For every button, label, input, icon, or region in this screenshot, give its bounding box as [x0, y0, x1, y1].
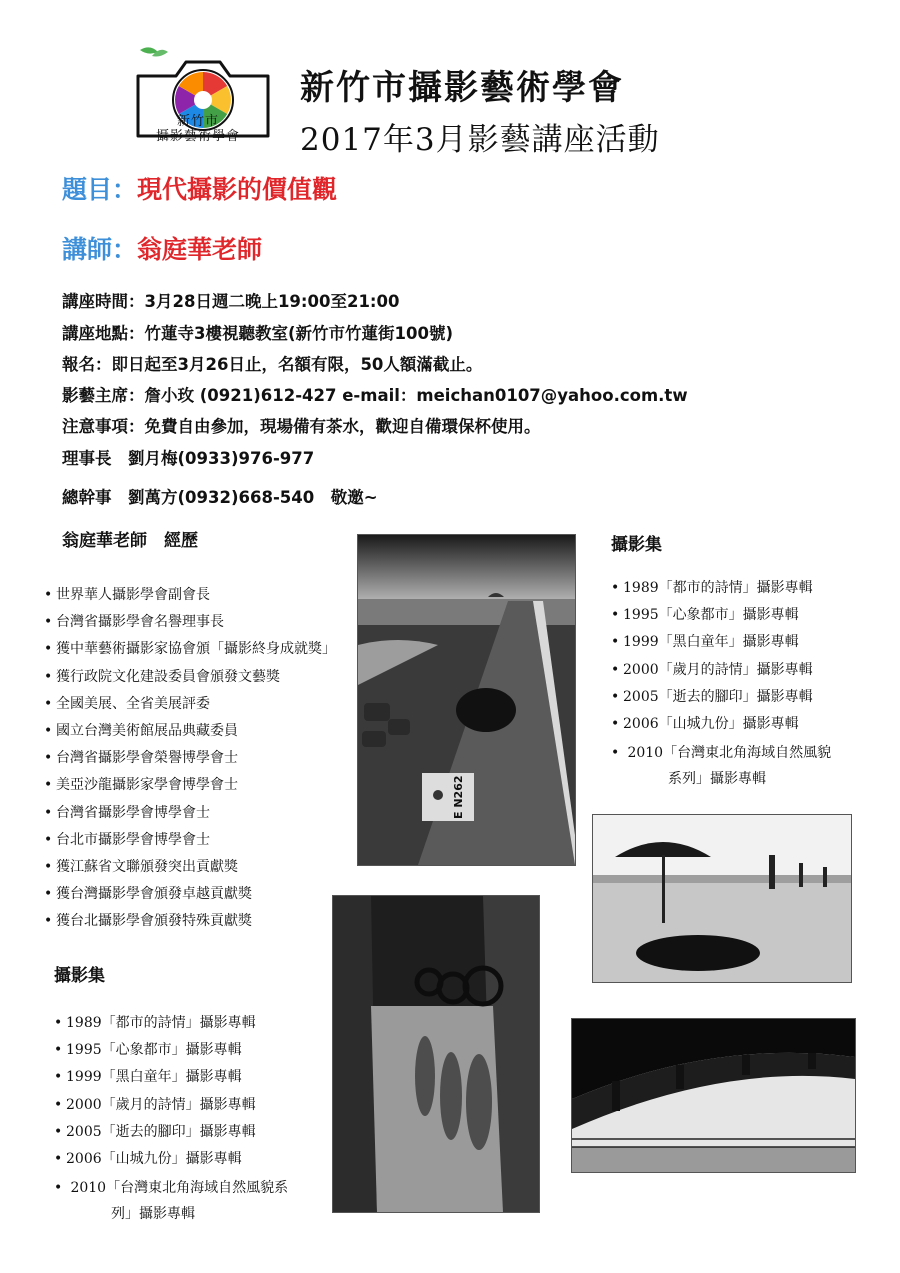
- list-item: • 1995「心象都市」攝影專輯: [54, 1039, 288, 1066]
- list-item: • 1995「心象都市」攝影專輯: [611, 604, 831, 631]
- list-item: [611, 740, 831, 792]
- list-item-line2: 列」攝影專輯: [111, 1206, 195, 1223]
- list-item: • 美亞沙龍攝影家學會博學會士: [44, 774, 336, 801]
- list-item: • 台灣省攝影學會榮譽博學會士: [44, 747, 336, 774]
- info-registration: 報名：即日起至3月26日止，名額有限，50人額滿截止。: [62, 355, 483, 374]
- list-item: • 1999「黑白童年」攝影專輯: [54, 1066, 288, 1093]
- list-item: • 台灣省攝影學會名譽理事長: [44, 611, 336, 638]
- topic-label: 題目：: [62, 175, 138, 204]
- info-chairman: 理事長 劉月梅(0933)976-977: [62, 449, 315, 468]
- list-item: • 台北市攝影學會博學會士: [44, 829, 336, 856]
- collections-right-list: [611, 577, 831, 792]
- info-contact: 影藝主席：詹小玫 (0921)612-427 e-mail：meichan0107@yahoo.com.tw: [62, 386, 688, 405]
- list-item-line1: 2010「台灣東北角海域自然風貌系: [70, 1180, 289, 1197]
- list-item: • 國立台灣美術館展品典藏委員: [44, 720, 336, 747]
- bridge-photo-image: [572, 1019, 855, 1172]
- logo-text-line1: 新竹市: [176, 114, 219, 129]
- list-item: • 2006「山城九份」攝影專輯: [611, 713, 831, 740]
- list-item: • 2000「歲月的詩情」攝影專輯: [54, 1094, 288, 1121]
- event-title: 2017年3月影藝講座活動: [300, 122, 660, 158]
- list-item: • 2005「逝去的腳印」攝影專輯: [54, 1121, 288, 1148]
- bio-heading: 翁庭華老師 經歷: [62, 531, 198, 551]
- list-item: • 獲中華藝術攝影家協會頒「攝影終身成就獎」: [44, 638, 336, 665]
- collections-right-heading: 攝影集: [611, 535, 662, 555]
- photo-bridge: [571, 1018, 856, 1173]
- org-title: 新竹市攝影藝術學會: [300, 68, 624, 108]
- speaker-value: 翁庭華老師: [137, 235, 263, 264]
- topic-value: 現代攝影的價值觀: [137, 175, 338, 204]
- bio-list: [44, 584, 336, 937]
- list-item: • 台灣省攝影學會博學會士: [44, 802, 336, 829]
- info-location: 講座地點：竹蓮寺3樓視聽教室(新竹市竹蓮街100號): [62, 324, 454, 343]
- photo-beach-umbrella: [592, 814, 852, 983]
- pier-photo-image: [358, 535, 575, 865]
- rings-photo-image: [333, 896, 539, 1212]
- info-notes: 注意事項：免費自由參加，現場備有茶水，歡迎自備環保杯使用。: [62, 417, 541, 436]
- list-item: • 世界華人攝影學會副會長: [44, 584, 336, 611]
- logo-text: [142, 114, 254, 144]
- collections-left-heading: 攝影集: [54, 966, 105, 986]
- list-item: • 2006「山城九份」攝影專輯: [54, 1148, 288, 1175]
- photo-rings: [332, 895, 540, 1213]
- list-item: • 全國美展、全省美展評委: [44, 693, 336, 720]
- list-item: • 2000「歲月的詩情」攝影專輯: [611, 659, 831, 686]
- info-time: 講座時間：3月28日週二晚上19:00至21:00: [62, 292, 400, 311]
- pier-marker-text: E N262: [452, 775, 465, 819]
- info-secretary: 總幹事 劉萬方(0932)668-540 敬邀~: [62, 488, 378, 507]
- list-item: • 1989「都市的詩情」攝影專輯: [54, 1012, 288, 1039]
- logo-text-line2: 攝影藝術學會: [155, 129, 240, 144]
- speaker-line: [62, 230, 262, 266]
- list-item: • 2005「逝去的腳印」攝影專輯: [611, 686, 831, 713]
- list-item-line1: 2010「台灣東北角海域自然風貌: [627, 745, 832, 762]
- beach-photo-image: [593, 815, 851, 982]
- speaker-label: 講師：: [62, 235, 138, 264]
- list-item: • 1989「都市的詩情」攝影專輯: [611, 577, 831, 604]
- list-item: [54, 1175, 288, 1227]
- photo-pier: [357, 534, 576, 866]
- collections-left-list: [54, 1012, 288, 1227]
- list-item: • 獲江蘇省文聯頒發突出貢獻獎: [44, 856, 336, 883]
- list-item: • 獲台灣攝影學會頒發卓越貢獻獎: [44, 883, 336, 910]
- list-item: • 獲行政院文化建設委員會頒發文藝獎: [44, 666, 336, 693]
- list-item: • 獲台北攝影學會頒發特殊貢獻獎: [44, 910, 336, 937]
- list-item-line2: 系列」攝影專輯: [668, 771, 766, 788]
- topic-line: [62, 170, 337, 206]
- list-item: • 1999「黑白童年」攝影專輯: [611, 631, 831, 658]
